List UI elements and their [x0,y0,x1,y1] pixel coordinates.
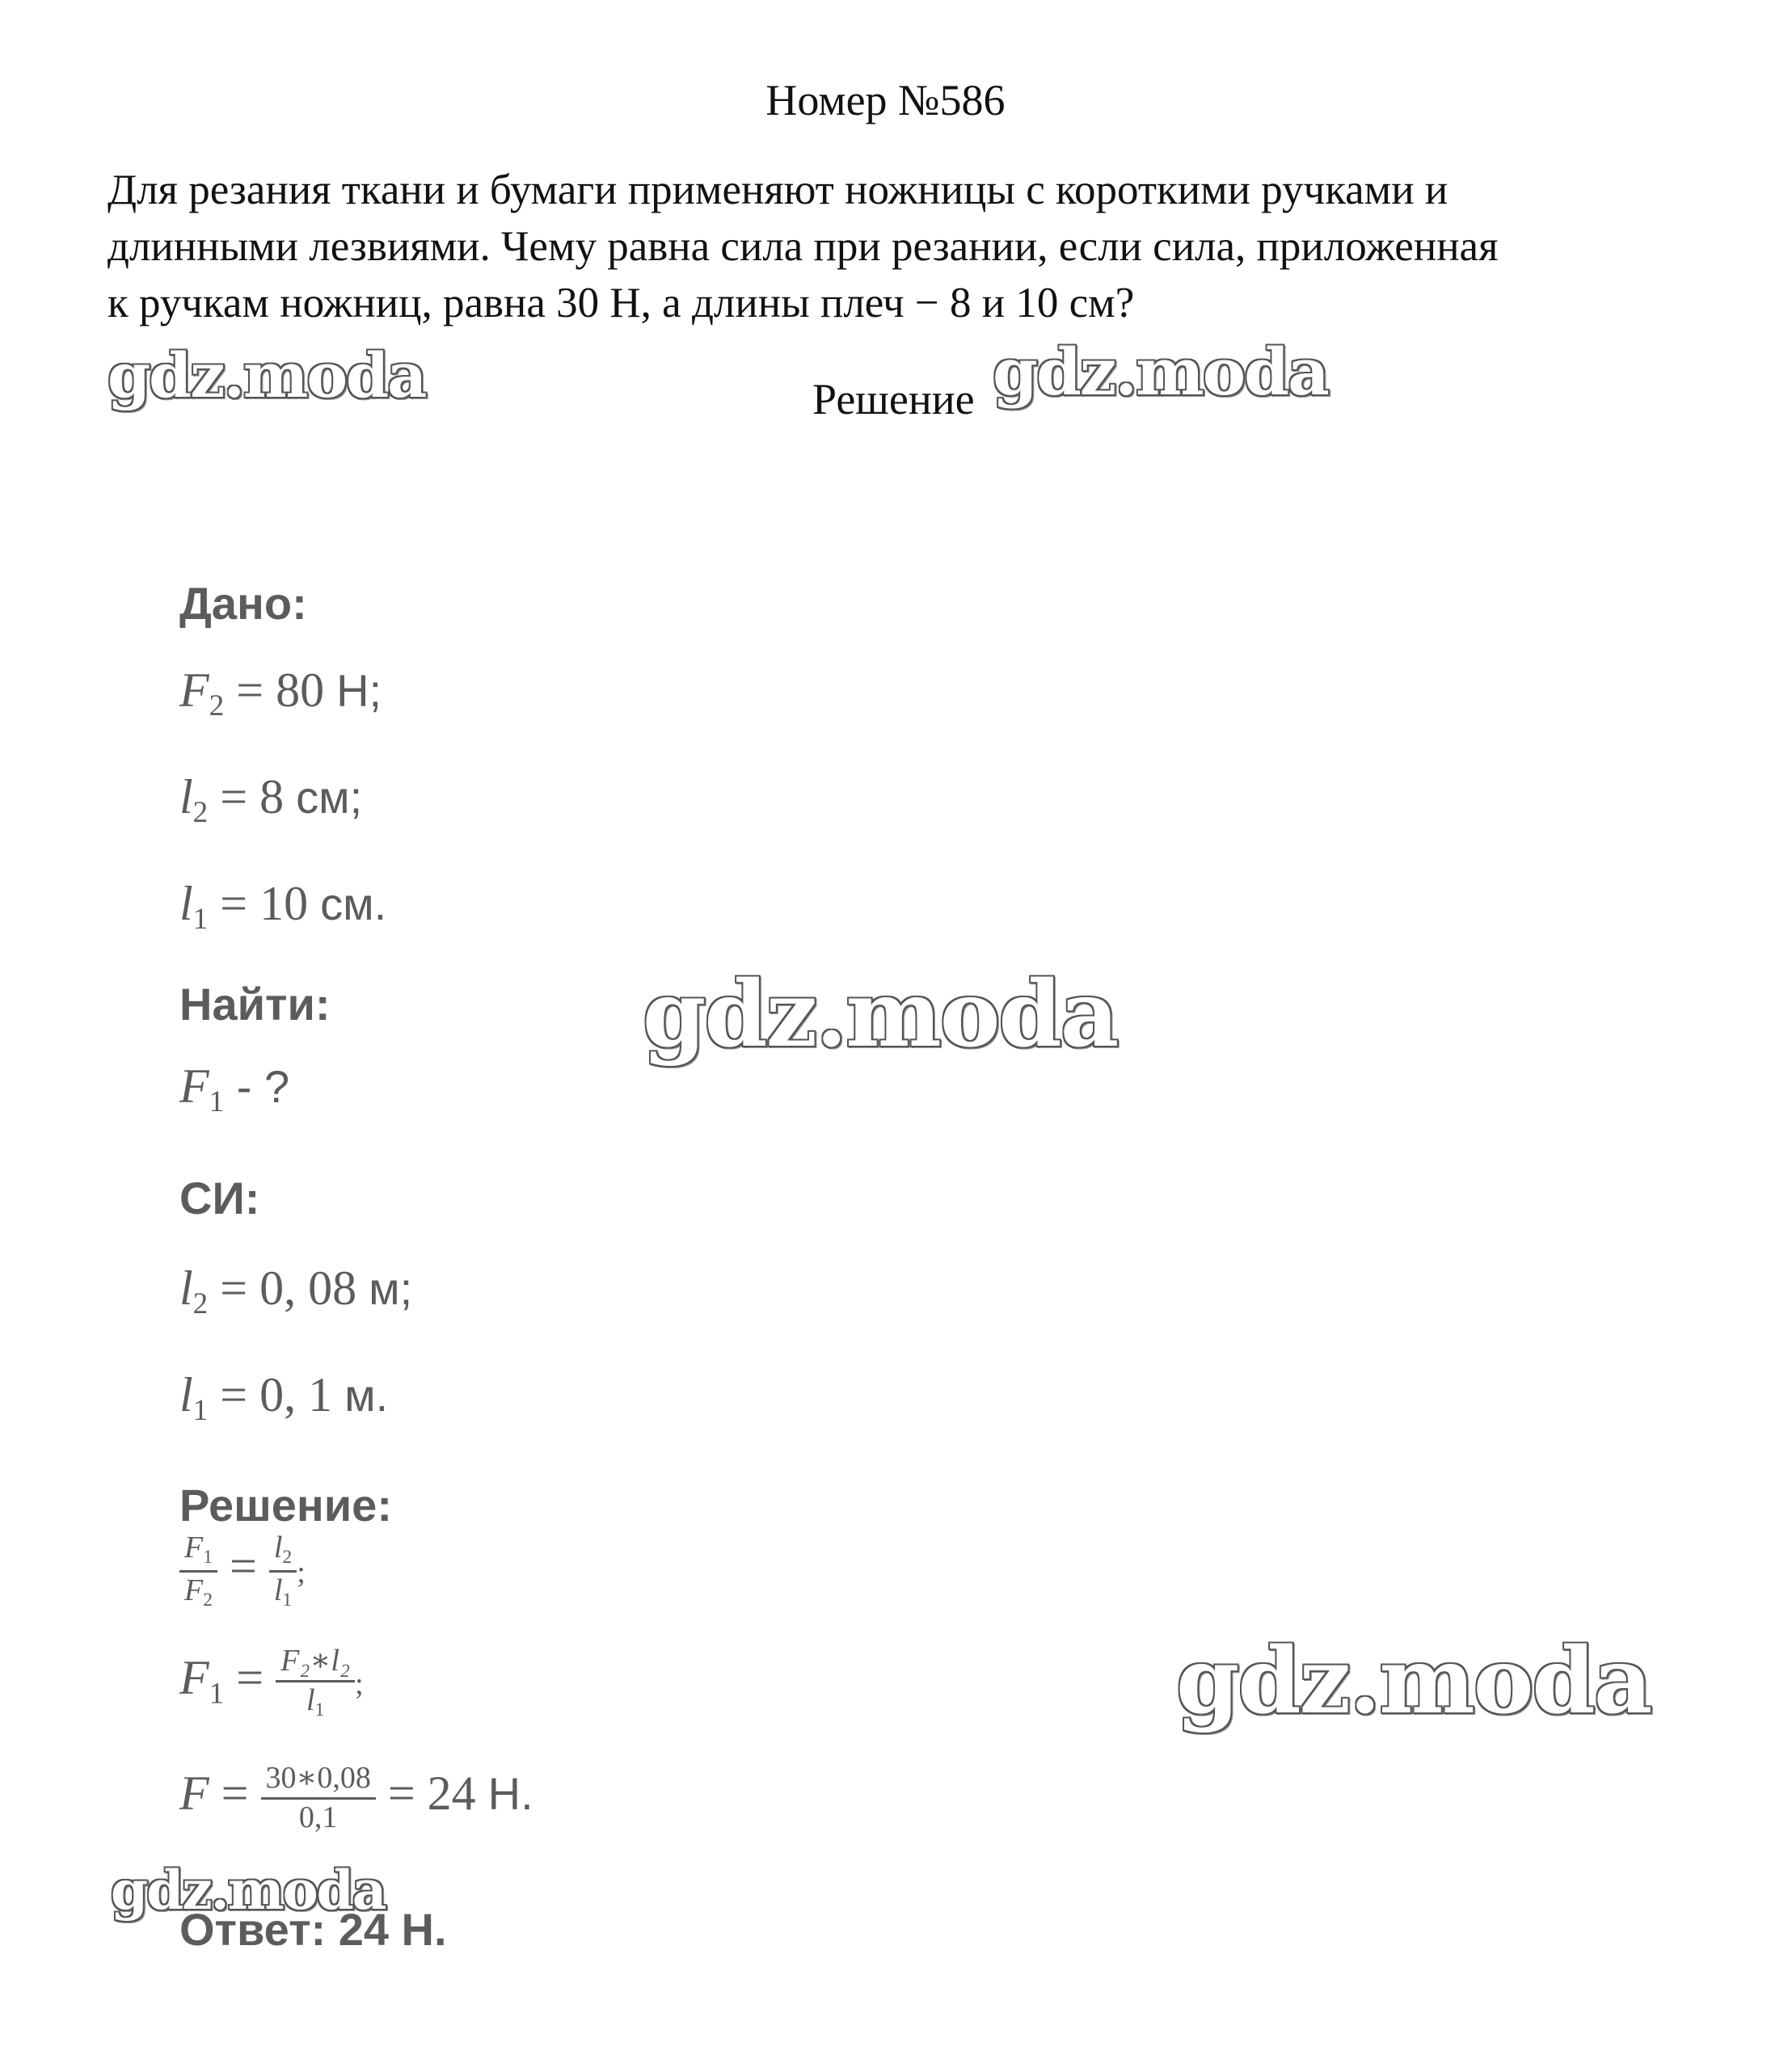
given-l2: $l_2 = 8$ см; [179,770,363,830]
given-l1: $l_1 = 10$ см. [179,877,387,937]
find-label: Найти: [179,979,331,1030]
watermark-logo: gdz.moda [108,339,426,411]
watermark-logo: gdz.moda [993,334,1328,410]
si-l1: $l_1 = 0$, 1 м. [179,1368,389,1428]
problem-line: длинными лезвиями. Чему равна сила при резании, если сила, приложенная [108,223,1499,270]
page-title: Номер №586 [765,76,1006,124]
problem-statement [108,162,1692,331]
si-label: СИ: [179,1173,260,1223]
problem-line: к ручкам ножниц, равна 30 Н, а длины плеч − 8 и 10 см? [108,280,1135,326]
answer: Ответ: 24 Н. [179,1904,447,1955]
find-f1: $F_1$ - ? [179,1059,290,1119]
watermark-logo: gdz.moda [1176,1628,1651,1734]
solution-label: Решение: [179,1480,392,1531]
given-label: Дано: [179,578,307,629]
equation-result: F = $\frac{30∗0,08}{0,1}$ = 24 Н. [179,1761,533,1834]
equation-ratio: $\frac{F_1}{F_2}$ = $\frac{l_2}{l_1}$ ; [179,1531,306,1611]
solution-heading: Решение [812,375,975,423]
problem-line: Для резания ткани и бумаги применяют ножницы с короткими ручками и [108,166,1448,213]
watermark-logo: gdz.moda [643,962,1118,1068]
si-l2: $l_2 = 0$, 08 м; [179,1261,413,1321]
given-f2: $F_2 = 80$ Н; [179,663,382,723]
equation-f1: $F_1$ = $\frac{\text{F₂∗l₂}}{l_1}$ ; [179,1644,364,1720]
watermark-logo: gdz.moda [111,1859,386,1922]
